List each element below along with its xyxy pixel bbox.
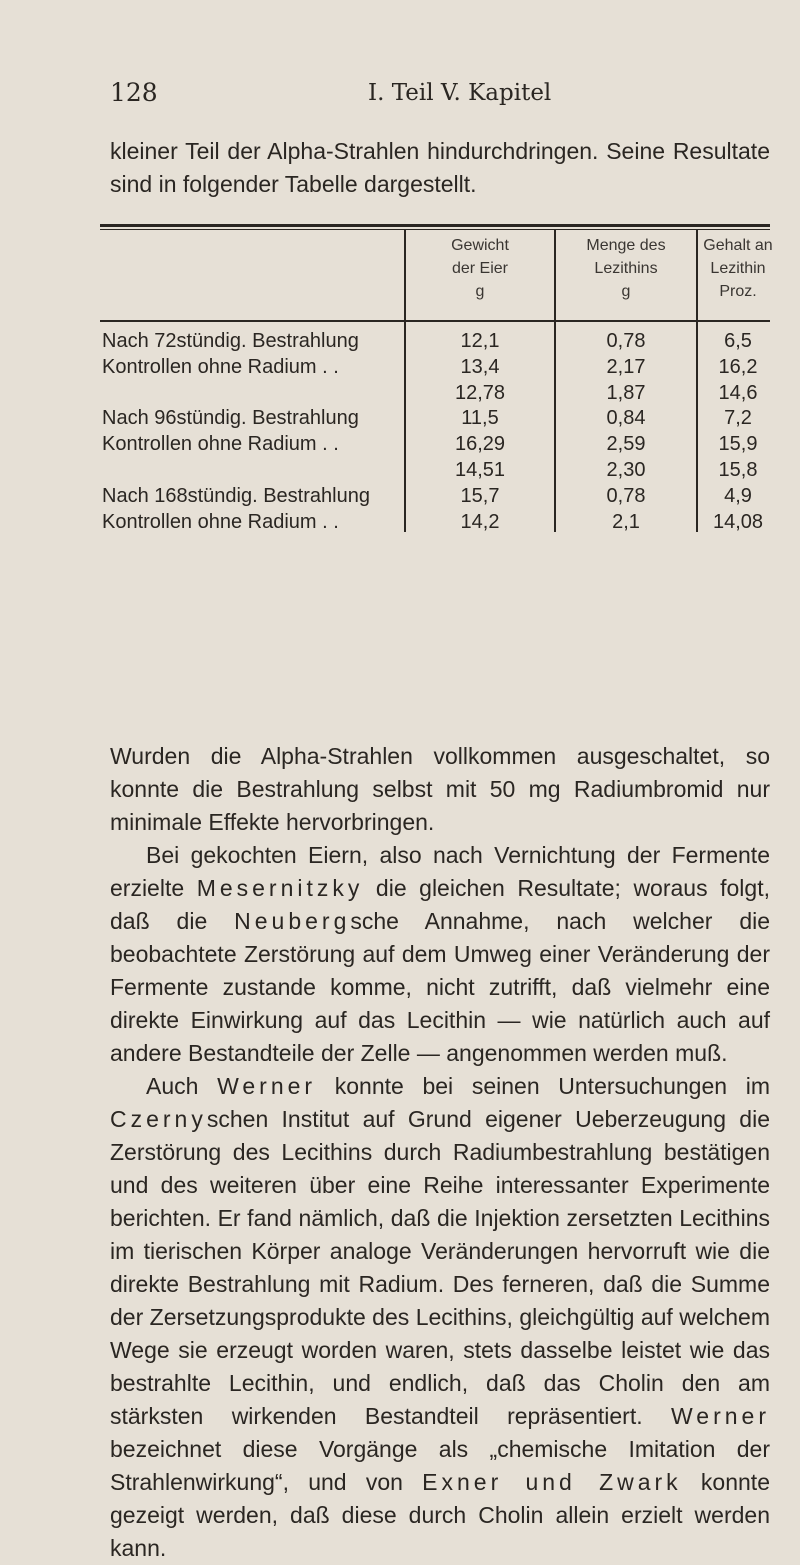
table-cell: 0,78 [606, 484, 646, 507]
table-cell: 12,78 [454, 381, 506, 404]
table-row-label: Nach 96stündig. Bestrahlung [102, 407, 359, 430]
table-top-rule-thin [100, 229, 770, 230]
table-cell: 4,9 [724, 484, 752, 507]
table-cell: 14,6 [718, 381, 758, 404]
author-name: Werner [671, 1403, 770, 1429]
table-cell: 11,5 [461, 407, 499, 430]
table-cell: 2,59 [606, 433, 646, 456]
text-run: sche Annahme, nach welcher die beobachtete Zerstörung auf dem Umweg einer Veränderung der Fermente zustande komme, nicht zutrifft, daß vielmehr eine direkte Einwirkung auf das Lecithin — wie natürlich auch auf andere Bestandteile der Zelle — angenommen werden muß. [110, 908, 771, 1066]
table-cell: 15,8 [718, 459, 758, 481]
author-name: Exner und Zwark [422, 1469, 682, 1495]
author-name: Czerny [110, 1106, 207, 1132]
text-run: konnte bei seinen Untersuchungen im [316, 1073, 770, 1099]
table-header-rule [100, 320, 770, 322]
column-header-line: Menge des [586, 237, 666, 254]
table-cell: 14,51 [454, 459, 506, 481]
text-run: bezeichnet diese Vorgänge als „chemische Imitation der Strahlenwirkung“, und von [110, 1436, 770, 1495]
table-cell: 15,7 [460, 484, 500, 507]
column-header-line: Gehalt an [703, 237, 773, 254]
column-header-content [698, 234, 778, 303]
paragraph [110, 839, 770, 1070]
text-run: schen Institut auf Grund eigener Ueberzeugung die Zerstörung des Lecithins durch Radiumbestrahlung bestätigen und des weiteren über eine Reihe interessanter Experimente berichten. Er fand nämlich, daß die Injektion zersetzten Lecithins im tierischen Körper analoge Veränderungen hervorruft wie die direkte Bestrahlung mit Radium. Des ferneren, daß die Summe der Zersetzungsprodukte des Lecithins, gleichgültig auf welchem Wege sie erzeugt worden waren, stets dasselbe leistet wie das bestrahlte Lecithin, und endlich, daß das Cholin den am stärksten wirkenden Bestandteil repräsentiert. [110, 1106, 770, 1429]
table-cell: 1,87 [606, 381, 646, 404]
column-header-unit: g [475, 283, 485, 300]
table-cell: 16,29 [454, 433, 506, 456]
table-cell: 16,2 [718, 355, 758, 378]
column-header-unit: g [621, 283, 631, 300]
column-header-line: Gewicht [451, 237, 509, 254]
table-cell: 13,4 [460, 355, 500, 378]
column-header-unit: Proz. [719, 283, 757, 300]
intro-text: kleiner Teil der Alpha-Strahlen hindurchdringen. Seine Resultate sind in folgender Tabelle dargestellt. [110, 138, 770, 197]
table-cell: 2,1 [612, 510, 640, 533]
column-header-line: Lezithin [710, 260, 766, 277]
text-run: Auch [146, 1073, 218, 1099]
paragraph: Wurden die Alpha-Strahlen vollkommen ausgeschaltet, so konnte die Bestrahlung selbst mit 50 mg Radiumbromid nur minimale Effekte hervorbringen. [110, 743, 770, 835]
column-header-amount [556, 234, 696, 303]
table-row-label: Nach 168stündig. Bestrahlung [102, 484, 370, 507]
table-row-label: Kontrollen ohne Radium . . [102, 355, 339, 378]
text-run: die gleichen Resultate; woraus folgt, daß die [110, 875, 770, 934]
running-head: I. Teil V. Kapitel [368, 80, 552, 106]
column-header-line: der Eier [451, 260, 509, 277]
table-cell: 6,5 [724, 330, 752, 352]
column-header-weight [406, 234, 554, 303]
page-number: 128 [110, 78, 158, 107]
table-row-label: Kontrollen ohne Radium . . [102, 510, 339, 533]
author-name: Neuberg [234, 908, 351, 934]
table-cell: 15,9 [718, 433, 758, 456]
table-cell: 12,1 [460, 330, 500, 352]
paragraph [110, 1070, 770, 1565]
table-top-rule [100, 224, 770, 227]
table-cell: 2,30 [606, 459, 646, 481]
table-cell: 14,2 [460, 510, 500, 533]
table-cell: 0,84 [606, 407, 646, 430]
column-header-line: Lezithins [594, 260, 658, 277]
text-run: konnte gezeigt werden, daß diese durch Cholin allein erzielt werden kann. [110, 1469, 770, 1561]
table-row-label: Kontrollen ohne Radium . . [102, 433, 339, 456]
table-cell: 14,08 [712, 510, 764, 533]
author-name: Mesernitzky [196, 875, 364, 901]
body-text [110, 740, 770, 1565]
table-cell: 2,17 [606, 355, 646, 378]
author-name: Werner [217, 1073, 317, 1099]
text-run: Bei gekochten Eiern, also nach Vernichtung der Fermente erzielte [110, 842, 770, 901]
table-cell: 7,2 [724, 407, 752, 430]
table-cell: 0,78 [606, 330, 646, 352]
table-row-label: Nach 72stündig. Bestrahlung [102, 330, 359, 352]
page-header [110, 78, 760, 118]
